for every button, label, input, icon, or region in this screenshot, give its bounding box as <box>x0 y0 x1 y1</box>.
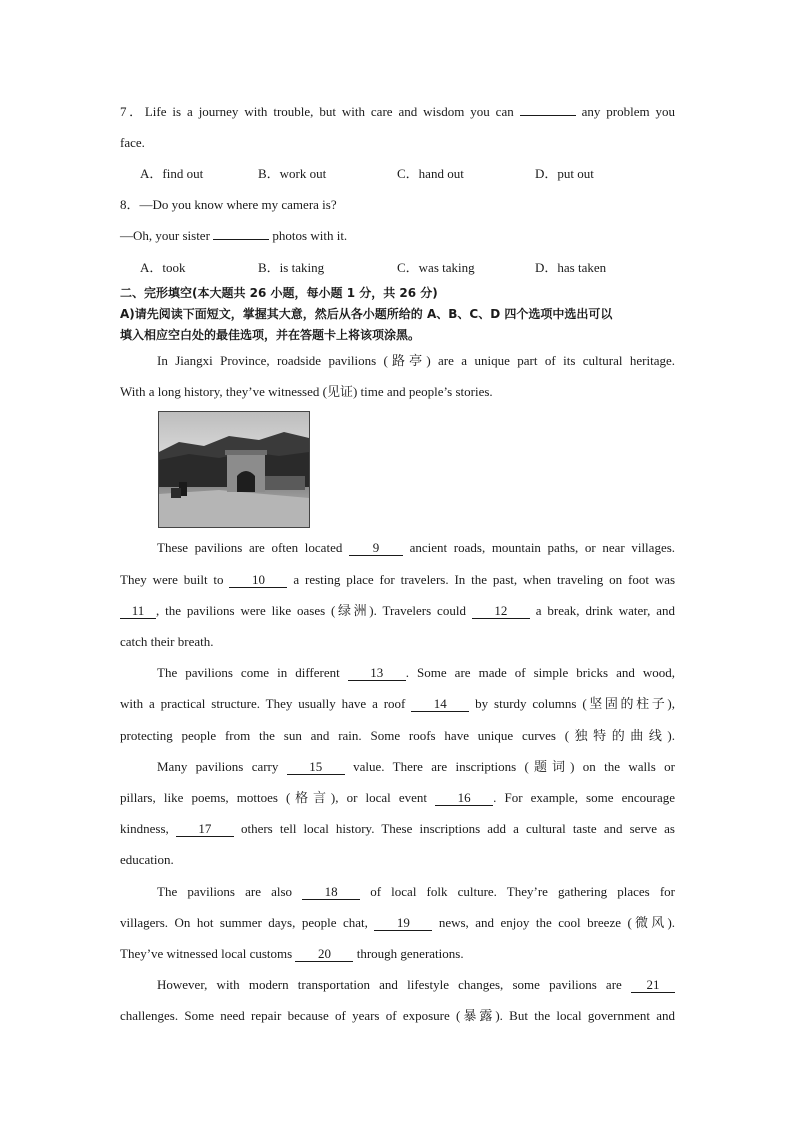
q7-option-a[interactable]: A．find out <box>140 166 204 181</box>
q7-blank <box>520 115 576 116</box>
p3-l1-text-a: The pavilions come in different <box>157 665 340 680</box>
blank-17[interactable]: 17 <box>176 822 234 837</box>
q7-line-1 <box>120 103 675 121</box>
q8-line-2 <box>120 227 675 245</box>
pavilion-photo-image <box>159 412 309 527</box>
p4-line-2 <box>120 789 675 807</box>
p2-l1-text-a: These pavilions are often located <box>157 540 343 555</box>
q8-option-d[interactable]: D．has taken <box>535 260 607 275</box>
p1-line-1: In Jiangxi Province, roadside pavilions (路亭) are a unique part of its cultural heritage. <box>157 353 675 368</box>
p2-l2-text-b: a resting place for travelers. In the past, when traveling on foot was <box>293 572 676 587</box>
p4-l2-text-b: . For example, some encourage <box>493 790 675 805</box>
q8-line-1: 8．—Do you know where my camera is? <box>120 197 337 212</box>
q7-option-c[interactable]: C．hand out <box>397 166 464 181</box>
p3-l2-text-a: with a practical structure. They usually have a roof <box>120 696 406 711</box>
blank-21[interactable]: 21 <box>631 978 675 993</box>
p4-l3-text-b: others tell local history. These inscriptions add a cultural taste and serve as <box>240 821 675 836</box>
p6-line-1 <box>157 976 675 994</box>
p5-line-3 <box>120 945 675 963</box>
q7-line-2: face. <box>120 135 145 150</box>
q7-text-after: any problem you <box>581 104 675 119</box>
p2-line-4: catch their breath. <box>120 634 214 649</box>
section-instruction-1: A)请先阅读下面短文，掌握其大意，然后从各小题所给的 A、B、C、D 四个选项中选出可以 <box>120 307 613 321</box>
p2-l3-text-a: , the pavilions were like oases (绿洲). Travelers could <box>156 603 466 618</box>
p5-l2-text-b: news, and enjoy the cool breeze (微风). <box>438 915 676 930</box>
q8-option-c[interactable]: C．was taking <box>397 260 475 275</box>
blank-13[interactable]: 13 <box>348 666 406 681</box>
q8-blank <box>213 239 269 240</box>
q7-options <box>140 165 680 183</box>
blank-9[interactable]: 9 <box>349 541 403 556</box>
p5-l1-text-a: The pavilions are also <box>157 884 293 899</box>
p2-l2-text-a: They were built to <box>120 572 224 587</box>
p5-line-2 <box>120 914 675 932</box>
p3-line-1 <box>157 664 675 682</box>
p4-line-1 <box>157 758 675 776</box>
q8-option-b[interactable]: B．is taking <box>258 260 325 275</box>
p5-l1-text-b: of local folk culture. They’re gathering places for <box>370 884 676 899</box>
blank-20[interactable]: 20 <box>295 947 353 962</box>
blank-16[interactable]: 16 <box>435 791 493 806</box>
p6-l1-text-a: However, with modern transportation and lifestyle changes, some pavilions are <box>157 977 622 992</box>
p5-line-1 <box>157 883 675 901</box>
p6-line-2: challenges. Some need repair because of years of exposure (暴露). But the local government and <box>120 1008 675 1023</box>
blank-19[interactable]: 19 <box>374 916 432 931</box>
q8-options <box>140 259 680 277</box>
p3-line-2 <box>120 695 675 713</box>
p3-l1-text-b: . Some are made of simple bricks and wood, <box>405 665 676 680</box>
q7-option-b[interactable]: B．work out <box>258 166 327 181</box>
p5-l3-text-a: They’ve witnessed local customs <box>120 946 293 961</box>
q8-option-a[interactable]: A．took <box>140 260 186 275</box>
p2-l1-text-b: ancient roads, mountain paths, or near villages. <box>409 540 676 555</box>
p4-l3-text-a: kindness, <box>120 821 169 836</box>
pavilion-photo <box>158 411 310 528</box>
p4-line-3 <box>120 820 675 838</box>
p5-l3-text-b: through generations. <box>356 946 464 961</box>
p4-line-4: education. <box>120 852 174 867</box>
blank-14[interactable]: 14 <box>411 697 469 712</box>
section-title: 二、完形填空(本大题共 26 小题，每小题 1 分，共 26 分) <box>120 286 438 300</box>
section-instruction-2: 填入相应空白处的最佳选项，并在答题卡上将该项涂黑。 <box>120 328 421 342</box>
p4-l1-text-a: Many pavilions carry <box>157 759 279 774</box>
q7-option-d[interactable]: D．put out <box>535 166 594 181</box>
blank-18[interactable]: 18 <box>302 885 360 900</box>
p4-l2-text-a: pillars, like poems, mottoes (格言), or local event <box>120 790 428 805</box>
blank-15[interactable]: 15 <box>287 760 345 775</box>
q8-text-after: photos with it. <box>272 228 348 243</box>
p3-line-3: protecting people from the sun and rain. Some roofs have unique curves (独特的曲线). <box>120 728 675 743</box>
p2-line-1 <box>157 539 675 557</box>
p5-l2-text-a: villagers. On hot summer days, people chat, <box>120 915 368 930</box>
p3-l2-text-b: by sturdy columns (坚固的柱子), <box>475 696 676 711</box>
blank-10[interactable]: 10 <box>229 573 287 588</box>
p2-line-3 <box>120 602 675 620</box>
blank-12[interactable]: 12 <box>472 604 530 619</box>
p4-l1-text-b: value. There are inscriptions (题词) on the walls or <box>353 759 676 774</box>
p2-line-2 <box>120 571 675 589</box>
p1-line-2: With a long history, they’ve witnessed (见证) time and people’s stories. <box>120 384 493 399</box>
q8-text-before: —Oh, your sister <box>120 228 210 243</box>
p2-l3-text-b: a break, drink water, and <box>535 603 676 618</box>
blank-11[interactable]: 11 <box>120 604 156 619</box>
q7-text-before: 7．Life is a journey with trouble, but with care and wisdom you can <box>120 104 514 119</box>
